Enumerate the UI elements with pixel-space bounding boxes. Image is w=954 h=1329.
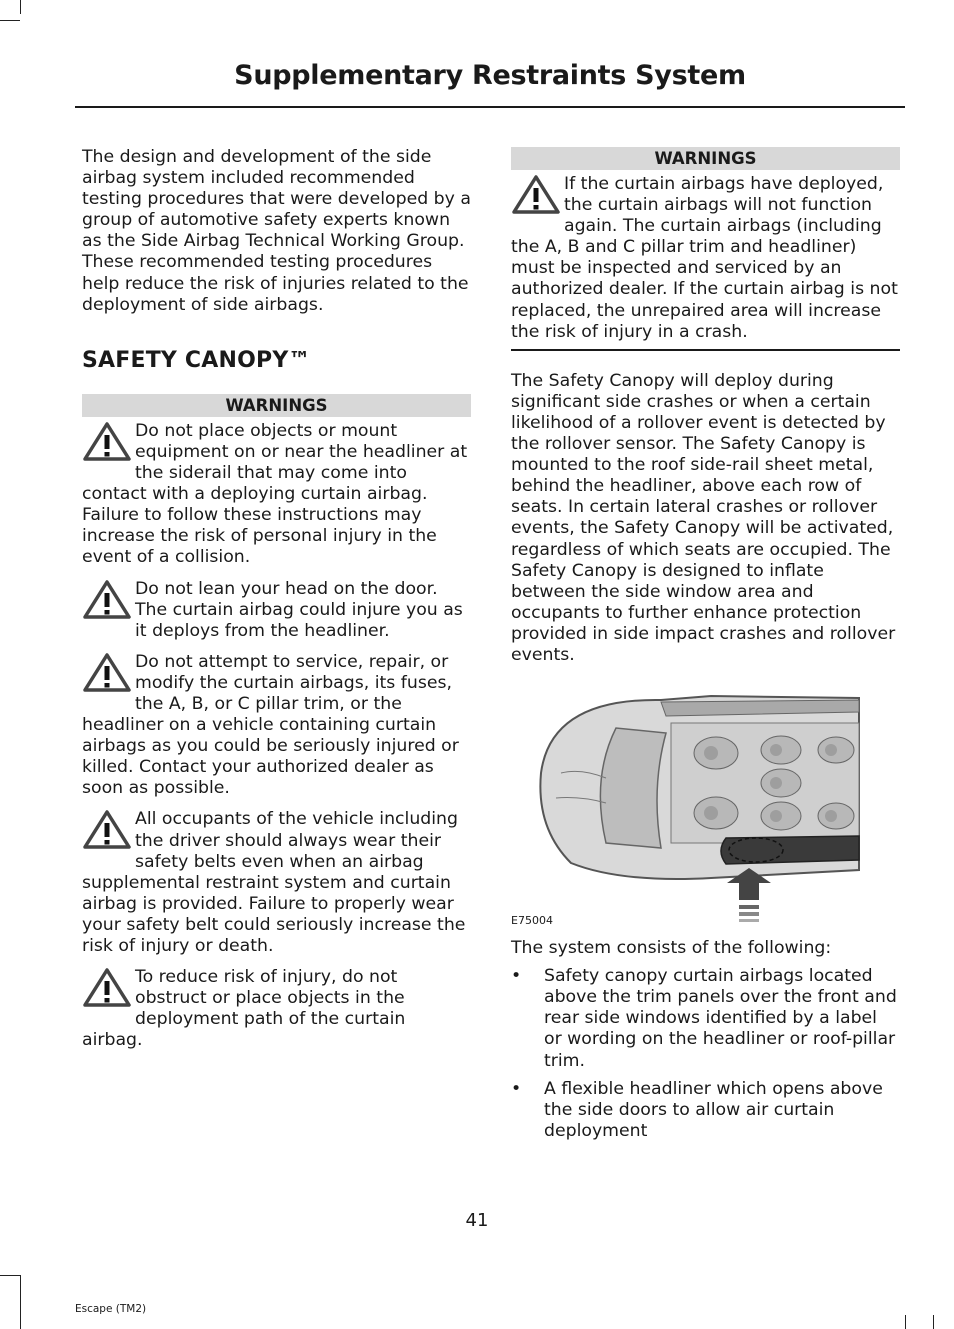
vehicle-top-view-illustration [511, 678, 900, 928]
page-number: 41 [465, 1210, 489, 1231]
warning-item [82, 967, 471, 1051]
list-item [511, 1079, 900, 1142]
warnings-end-rule [511, 349, 900, 351]
warning-text: All occupants of the vehicle including the driver should always wear their safety belts even when an airbag supplemental restraint system and curtain airbag is provided. Failure to properly wear your safety belt could seriously increase the risk of injury or death. [82, 809, 466, 956]
crop-mark-bottom-left-v [20, 1275, 21, 1329]
warning-item [82, 652, 471, 800]
warning-text: To reduce risk of injury, do not obstruct or place objects in the deployment path of the curtain airbag. [82, 967, 406, 1051]
crop-mark-bottom-right-v2 [933, 1315, 934, 1329]
page-title: Supplementary Restraints System [234, 60, 746, 91]
component-list [511, 966, 900, 1142]
safety-canopy-figure [511, 678, 900, 928]
warning-item [82, 421, 471, 569]
bullet: • [511, 966, 522, 987]
body-paragraph: The Safety Canopy will deploy during significant side crashes or when a certain likelihood of a rollover event is detected by the rollover sensor. The Safety Canopy is mounted to the roof side-rail sheet metal, behind the headliner, above each row of seats. In certain lateral crashes or rollover events, the Safety Canopy will be activated, regardless of which seats are occupied. The Safety Canopy is designed to inflate between the side window area and occupants to further enhance protection provided in side impact crashes and rollover events. [511, 370, 896, 665]
warnings-header: WARNINGS [511, 147, 900, 170]
crop-mark-bottom-right-v [905, 1315, 906, 1329]
warning-text: Do not place objects or mount equipment on or near the headliner at the siderail that may come into contact with a deploying curtain airbag. Failure to follow these instructions may increase the risk of personal injury in the event of a collision. [82, 420, 468, 568]
section-heading: SAFETY CANOPY™ [82, 347, 311, 373]
warning-item [82, 809, 471, 957]
list-item-text: A flexible headliner which opens above the side doors to allow air curtain deployment [544, 1078, 883, 1141]
warning-triangle-icon [511, 174, 563, 220]
list-item-text: Safety canopy curtain airbags located above the trim panels over the front and rear side windows identified by a label or wording on the headliner or roof-pillar trim. [544, 966, 897, 1071]
bullet: • [511, 1078, 522, 1099]
warning-triangle-icon [82, 579, 134, 625]
crop-mark-top-left-h [0, 20, 20, 21]
crop-mark-top-left-v [20, 0, 21, 14]
warning-triangle-icon [82, 809, 134, 855]
warning-text: Do not attempt to service, repair, or modify the curtain airbags, its fuses, the A, B, or C pillar trim, or the headliner on a vehicle containing curtain airbags as you could be seriously injured or killed. Contact your authorized dealer as soon as possible. [82, 651, 459, 799]
figure-label: E75004 [511, 914, 553, 928]
header-rule [75, 106, 905, 108]
right-column [511, 147, 900, 1149]
warnings-header: WARNINGS [82, 394, 471, 417]
warning-text: If the curtain airbags have deployed, the curtain airbags will not function again. The curtain airbags (including the A, B and C pillar trim and headliner) must be inspected and serviced by an authorized dealer. If the curtain airbag is not replaced, the unrepaired area will increase the risk of injury in a crash. [511, 174, 898, 342]
warning-text: Do not lean your head on the door. The curtain airbag could injure you as it deploys from the headliner. [135, 578, 463, 641]
footer-text: Escape (TM2) [75, 1303, 147, 1315]
warning-triangle-icon [82, 652, 134, 698]
warning-triangle-icon [82, 421, 134, 467]
intro-paragraph: The design and development of the side airbag system included recommended testing procedures that were developed by a group of automotive safety experts known as the Side Airbag Technical Working Group. These recommended testing procedures help reduce the risk of injuries related to the deployment of side airbags. [82, 147, 471, 315]
warning-triangle-icon [82, 967, 134, 1013]
left-column [82, 147, 471, 1061]
warning-item [511, 174, 900, 343]
crop-mark-bottom-left-h [0, 1275, 20, 1276]
warning-item [82, 579, 471, 642]
list-intro: The system consists of the following: [511, 938, 832, 959]
list-item [511, 966, 900, 1071]
